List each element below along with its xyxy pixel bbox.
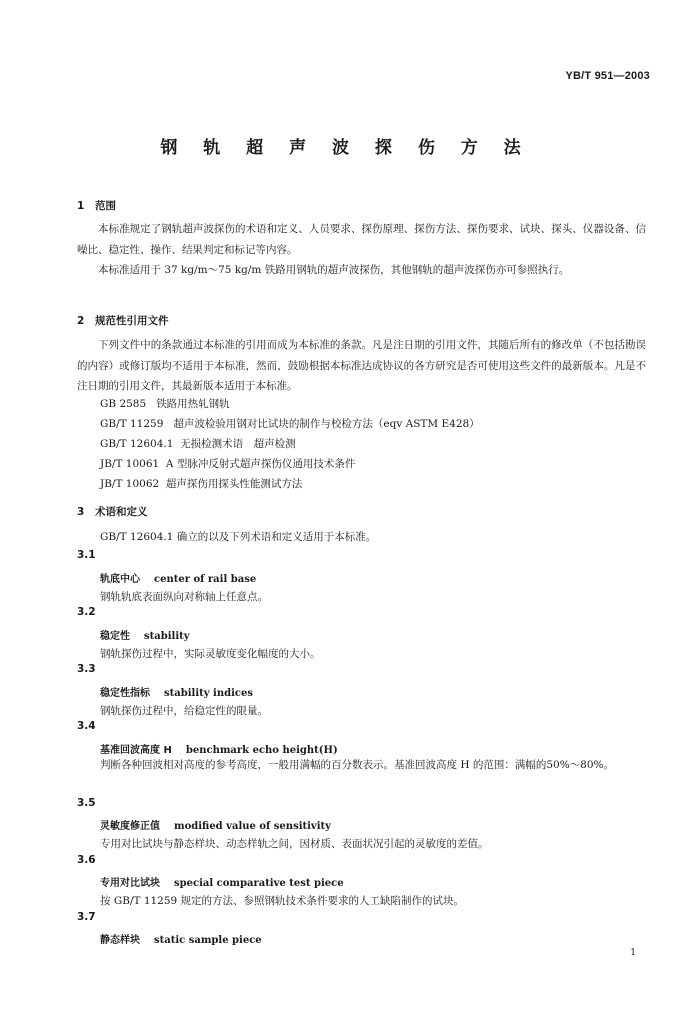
term-entry	[100, 817, 331, 832]
term-en: static sample piece	[154, 935, 262, 946]
term-definition: 判断各种回波相对高度的参考高度，一般用满幅的百分数表示。基准回波高度 H 的范围：满幅的50%～80%。	[100, 759, 615, 771]
reference-title: 超声波检验用钢对比试块的制作与校检方法（eqv ASTM E428）	[173, 418, 480, 430]
term-en: center of rail base	[154, 574, 257, 585]
section-3-intro: GB/T 12604.1 确立的以及下列术语和定义适用于本标准。	[100, 531, 377, 543]
reference-item	[100, 456, 355, 471]
term-definition: 钢轨探伤过程中，给稳定性的限量。	[100, 705, 268, 717]
term-definition: 按 GB/T 11259 规定的方法、参照钢轨技术条件要求的人工缺陷制作的试块。	[100, 895, 465, 907]
term-zh: 稳定性指标	[100, 688, 150, 699]
term-zh: 轨底中心	[100, 574, 140, 585]
section-1-para-2: 本标准适用于 37 kg/m～75 kg/m 铁路用钢轨的超声波探伤，其他钢轨的超声波探伤亦可参照执行。	[98, 264, 570, 276]
term-zh: 基准回波高度 H	[100, 745, 172, 756]
section-3-heading	[77, 504, 148, 519]
section-1-para-1: 本标准规定了钢轨超声波探伤的术语和定义、人员要求、探伤原理、探伤方法、探伤要求、试块、探头、仪器设备、信噪比、稳定性、操作、结果判定和标记等内容。	[77, 223, 646, 256]
term-en: modified value of sensitivity	[174, 821, 331, 832]
term-definition: 专用对比试块与静态样块、动态样轨之间，因材质、表面状况引起的灵敏度的差值。	[100, 838, 489, 850]
section-title: 术语和定义	[95, 506, 148, 518]
section-2-heading	[77, 313, 169, 328]
section-number: 1	[77, 200, 85, 212]
reference-title: 超声探伤用探头性能测试方法	[165, 478, 303, 490]
term-zh: 静态样块	[100, 935, 140, 946]
term-entry	[100, 627, 190, 642]
term-en: benchmark echo height(H)	[185, 745, 338, 756]
reference-title: 铁路用热轧钢轨	[156, 398, 230, 410]
reference-code: GB/T 12604.1	[100, 438, 174, 450]
reference-item	[100, 416, 480, 431]
clause-number: 3.4	[77, 720, 96, 732]
section-title: 范围	[95, 200, 116, 212]
page-number: 1	[630, 948, 636, 958]
reference-title: A 型脉冲反射式超声探伤仪通用技术条件	[165, 458, 356, 470]
term-en: stability	[144, 631, 190, 642]
section-2-para: 下列文件中的条款通过本标准的引用而成为本标准的条款。凡是注日期的引用文件，其随后所有的修改单（不包括勘误的内容）或修订版均不适用于本标准，然而，鼓励根据本标准达成协议的各方研究是否可使用这些文件的最新版本。凡是不注日期的引用文件，其最新版本适用于本标准。	[77, 339, 646, 392]
reference-code: GB/T 11259	[100, 418, 164, 430]
term-en: stability indices	[164, 688, 253, 699]
reference-item	[100, 436, 296, 451]
clause-number: 3.1	[77, 549, 96, 561]
term-zh: 灵敏度修正值	[100, 821, 160, 832]
term-zh: 稳定性	[100, 631, 130, 642]
reference-code: JB/T 10061	[100, 458, 160, 470]
section-title: 规范性引用文件	[95, 315, 169, 327]
reference-code: JB/T 10062	[100, 478, 160, 490]
document-title: 钢 轨 超 声 波 探 伤 方 法	[160, 138, 531, 158]
term-definition: 钢轨轨底表面纵向对称轴上任意点。	[100, 591, 268, 603]
standard-code: YB/T 951—2003	[565, 70, 650, 82]
term-entry	[100, 741, 338, 756]
reference-item	[100, 476, 302, 491]
term-en: special comparative test piece	[174, 878, 344, 889]
term-entry	[100, 570, 256, 585]
reference-code: GB 2585	[100, 398, 147, 410]
clause-number: 3.5	[77, 797, 96, 809]
clause-number: 3.2	[77, 606, 96, 618]
section-number: 3	[77, 506, 85, 518]
section-number: 2	[77, 315, 85, 327]
clause-number: 3.6	[77, 854, 96, 866]
term-entry	[100, 931, 262, 946]
term-zh: 专用对比试块	[100, 878, 160, 889]
clause-number: 3.7	[77, 911, 96, 923]
reference-item	[100, 396, 230, 411]
term-definition: 钢轨探伤过程中，实际灵敏度变化幅度的大小。	[100, 648, 321, 660]
reference-title: 无损检测术语 超声检测	[180, 438, 296, 450]
clause-number: 3.3	[77, 663, 96, 675]
section-1-heading	[77, 198, 116, 213]
term-entry	[100, 874, 344, 889]
term-entry	[100, 684, 253, 699]
